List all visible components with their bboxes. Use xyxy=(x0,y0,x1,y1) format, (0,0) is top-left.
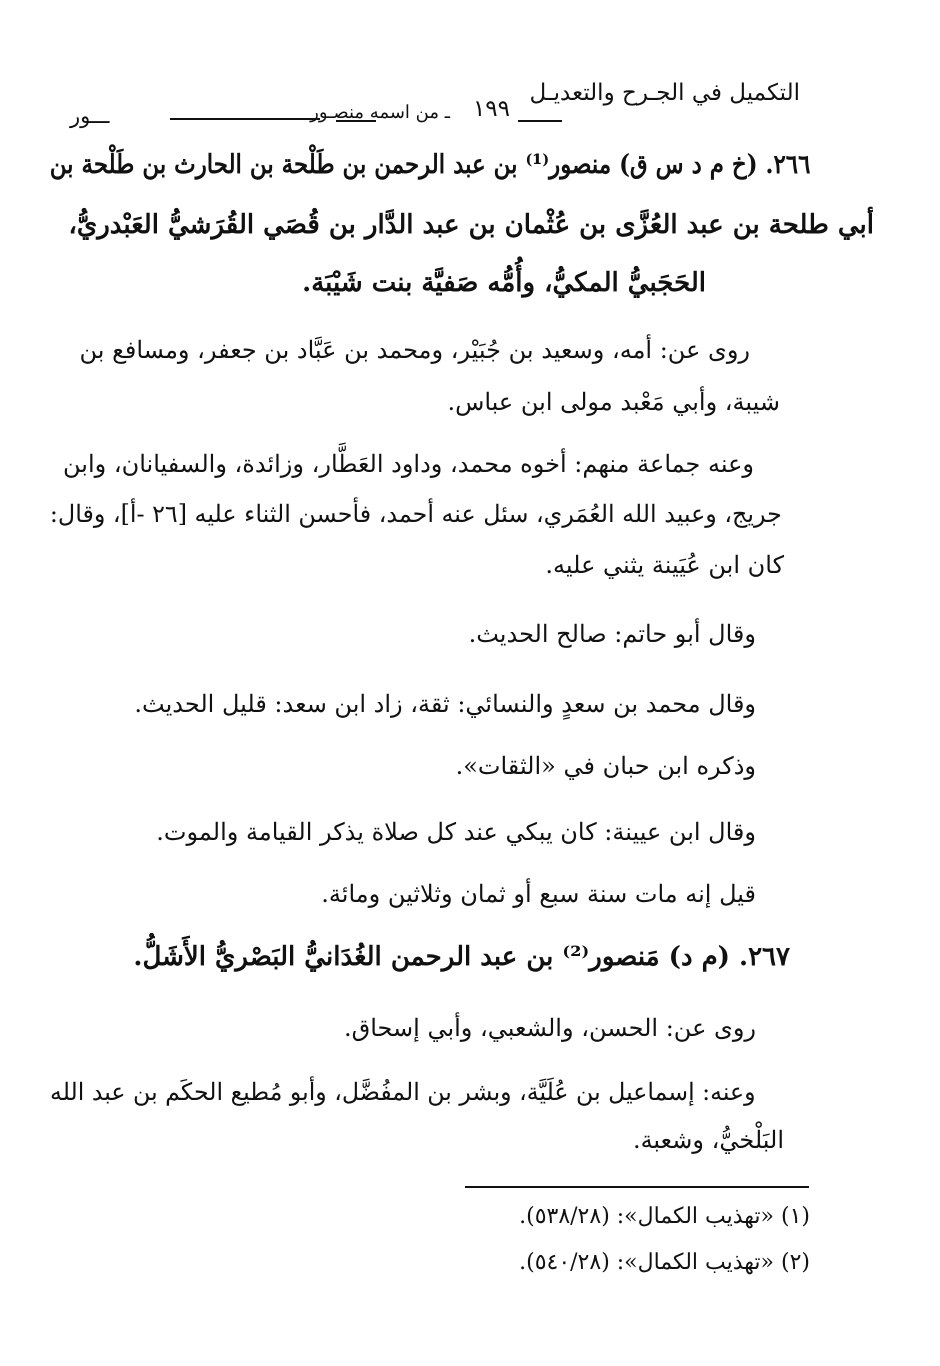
header-rule xyxy=(518,120,562,122)
paragraph-line: وقال محمد بن سعدٍ والنسائي: ثقة، زاد ابن سعد: قليل الحديث. xyxy=(134,690,756,718)
header-rule xyxy=(170,118,320,120)
entry-heading-line: ٢٦٦. (خ م د س ق) منصور⁽¹⁾ بن عبد الرحمن بن طَلْحة بن الحارث بن طَلْحة بن xyxy=(49,150,810,180)
running-header xyxy=(70,80,800,136)
entry-heading-line: الحَجَبيُّ المكيُّ، وأُمُّه صَفيَّة بنت شَيْبَة. xyxy=(302,268,706,298)
paragraph-line: وذكره ابن حبان في «الثقات». xyxy=(455,752,756,780)
paragraph-line: وعنه جماعة منهم: أخوه محمد، وداود العَطَّار، وزائدة، والسفيانان، وابن xyxy=(63,450,754,478)
header-tail: ـــور xyxy=(70,104,110,128)
entry-heading-line: ٢٦٧. (م د) مَنصور⁽²⁾ بن عبد الرحمن الغُدَانيُّ البَصْريُّ الأَشَلُّ. xyxy=(133,942,790,972)
footnote: (١) «تهذيب الكمال»: (٥٣٨/٢٨). xyxy=(519,1204,810,1229)
footnote-separator xyxy=(465,1186,809,1188)
paragraph-line: كان ابن عُيَينة يثني عليه. xyxy=(545,551,784,579)
paragraph-line: شيبة، وأبي مَعْبد مولى ابن عباس. xyxy=(447,388,780,416)
paragraph-line: جريج، وعبيد الله العُمَري، سئل عنه أحمد، فأحسن الثناء عليه [٢٦ -أ]، وقال: xyxy=(50,500,783,528)
header-subtitle: ـ من اسمه منصـور xyxy=(310,102,450,123)
paragraph-line: روى عن: الحسن، والشعبي، وأبي إسحاق. xyxy=(343,1014,756,1042)
footnote: (٢) «تهذيب الكمال»: (٥٤٠/٢٨). xyxy=(519,1250,810,1275)
header-page-number: ١٩٩ xyxy=(472,96,510,122)
header-title: التكميل في الجـرح والتعديـل xyxy=(529,80,800,106)
paragraph-line: وقال ابن عيينة: كان يبكي عند كل صلاة يذكر القيامة والموت. xyxy=(156,818,756,846)
paragraph-line: البَلْخيُّ، وشعبة. xyxy=(632,1126,784,1154)
entry-heading-line: أبي طلحة بن عبد العُزَّى بن عُثْمان بن عبد الدَّار بن قُصَي القُرَشيُّ العَبْدريُّ، xyxy=(68,210,874,240)
paragraph-line: وقال أبو حاتم: صالح الحديث. xyxy=(468,620,756,648)
paragraph-line: وعنه: إسماعيل بن عُلَيَّة، وبشر بن المفُضَّل، وأبو مُطيع الحكَم بن عبد الله xyxy=(50,1078,756,1106)
paragraph-line: قيل إنه مات سنة سبع أو ثمان وثلاثين ومائة. xyxy=(321,880,756,908)
paragraph-line: روى عن: أمه، وسعيد بن جُبَيْر، ومحمد بن عَبَّاد بن جعفر، ومسافع بن xyxy=(79,336,750,364)
